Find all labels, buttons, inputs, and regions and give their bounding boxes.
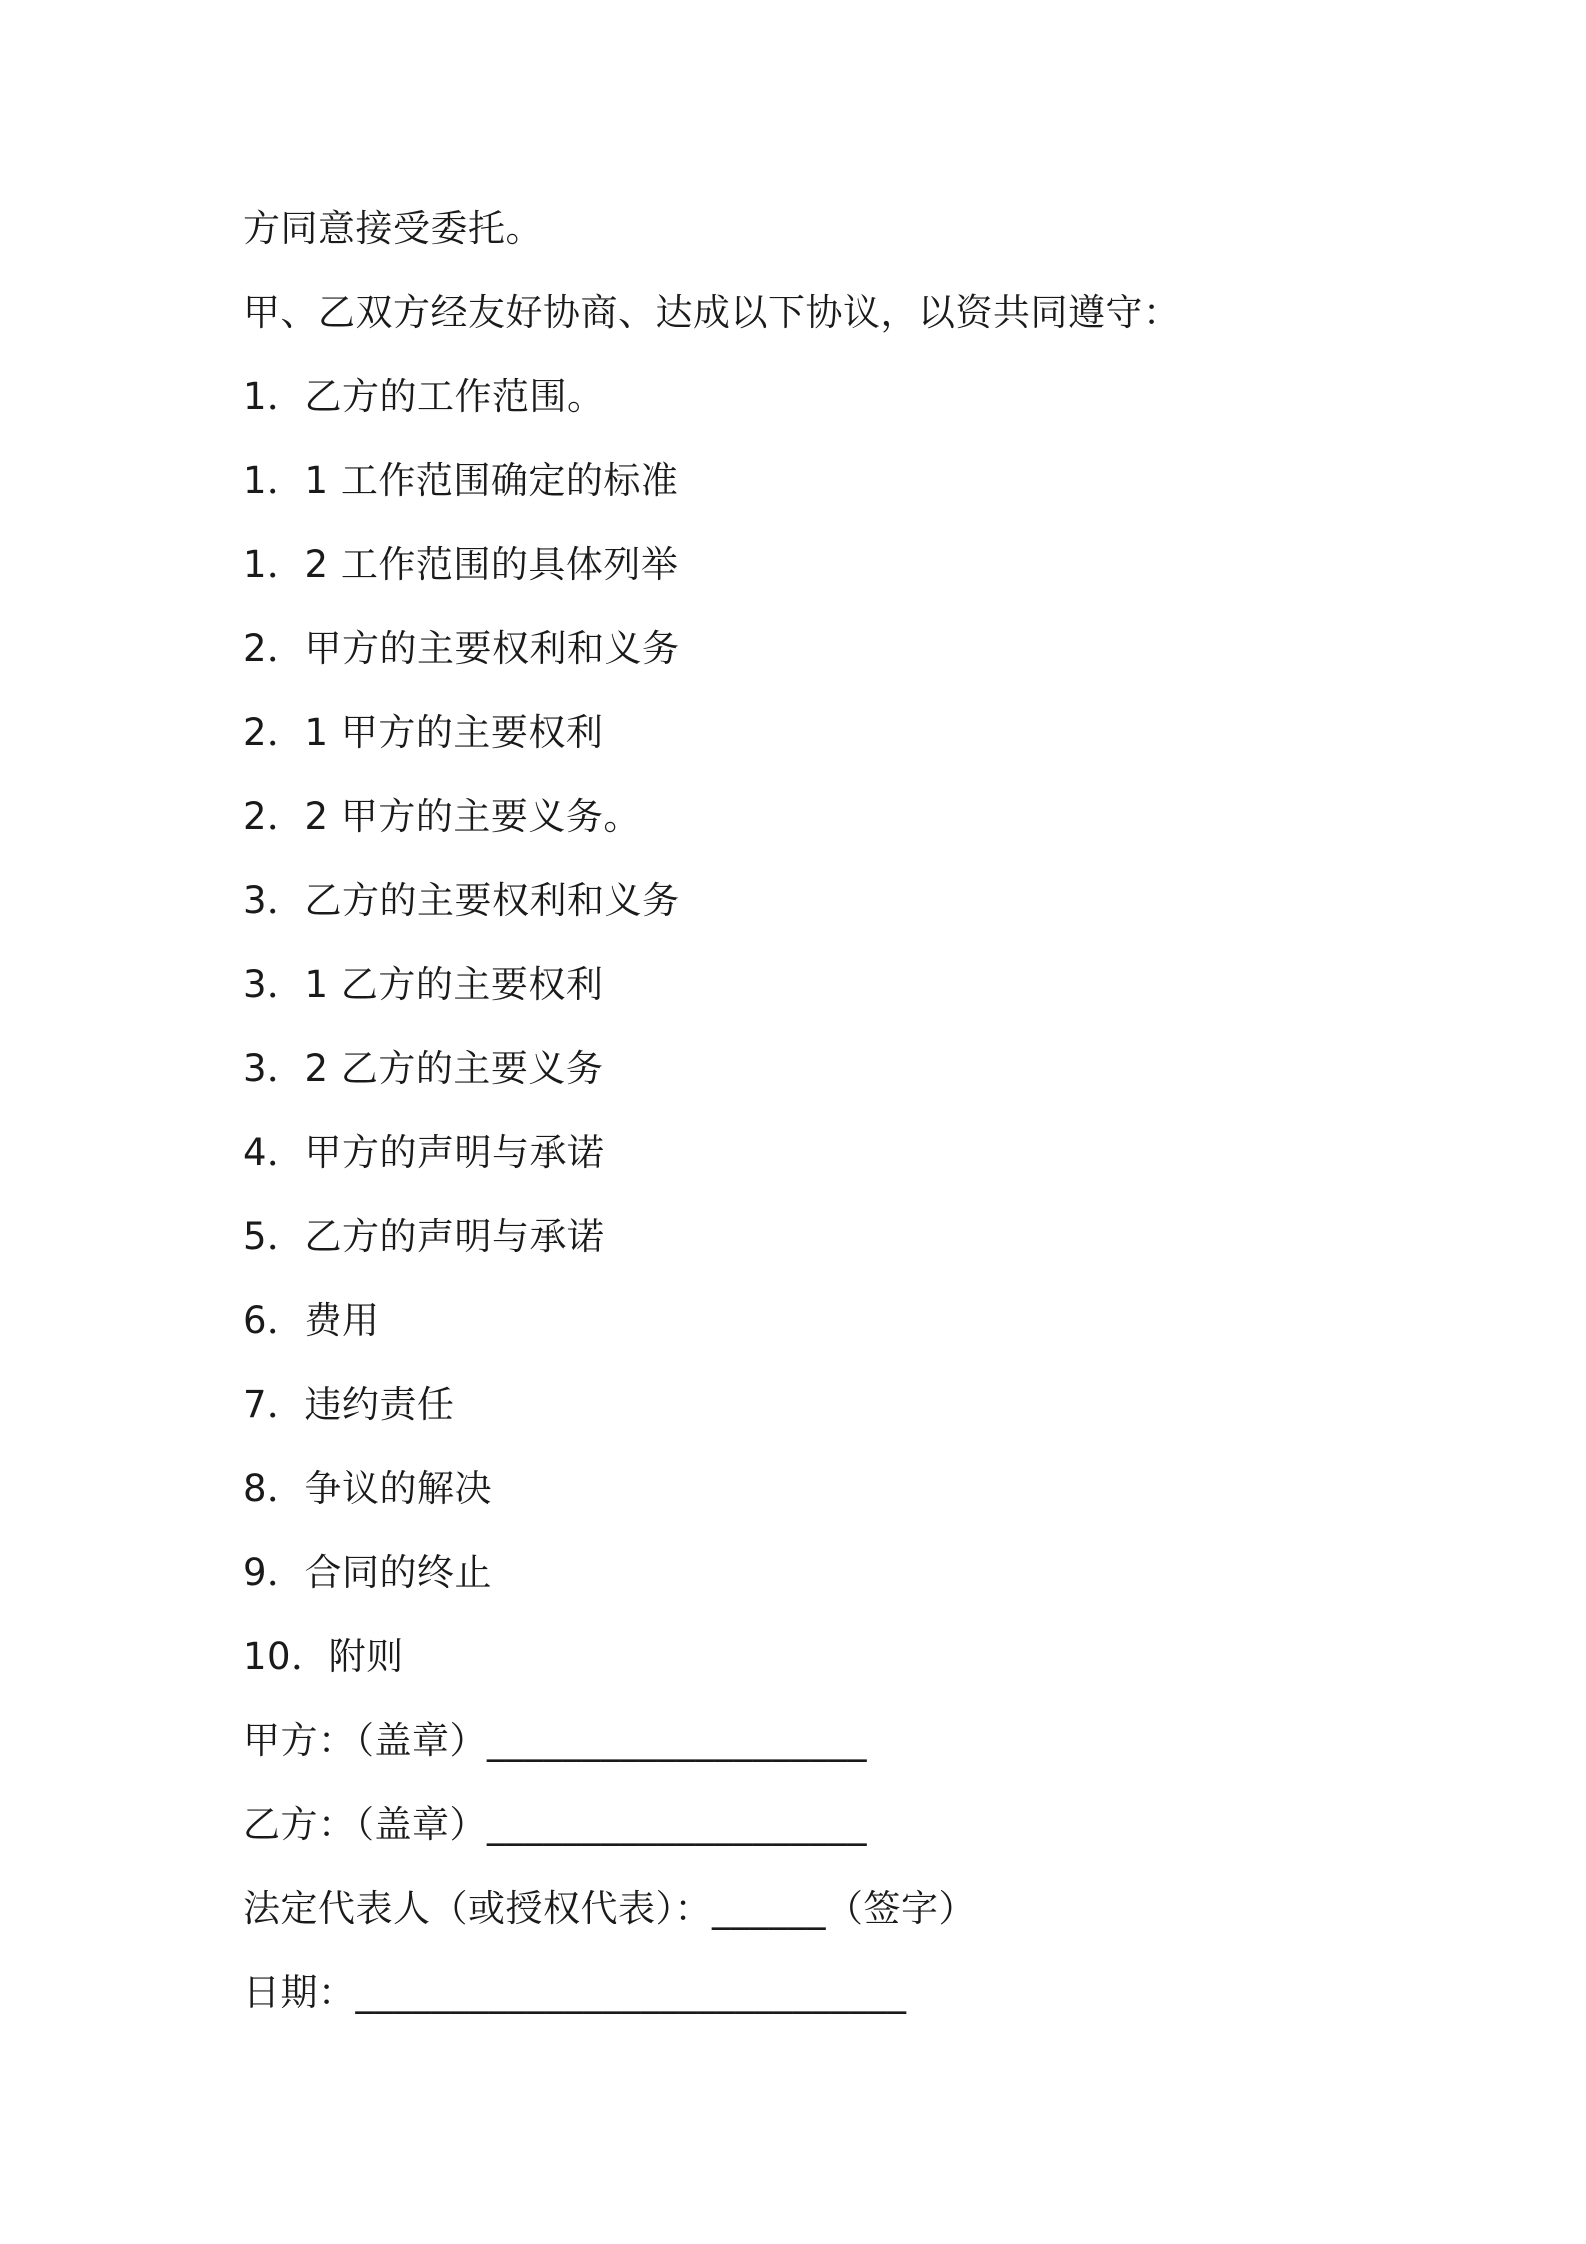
- section-heading: 9．合同的终止: [243, 1551, 493, 1594]
- section-heading: 1．乙方的工作范围。: [243, 375, 605, 418]
- subsection-heading: 3．1 乙方的主要权利: [243, 963, 604, 1006]
- subsection-heading: 1．1 工作范围确定的标准: [243, 459, 679, 502]
- date-line: 日期：_____________________________: [243, 1971, 907, 2014]
- section-heading: 10．附则: [243, 1635, 404, 1678]
- subsection-heading: 2．1 甲方的主要权利: [243, 711, 604, 754]
- party-b-signature-line: 乙方：（盖章）____________________: [243, 1803, 867, 1846]
- section-heading: 2．甲方的主要权利和义务: [243, 627, 680, 670]
- section-heading: 6．费用: [243, 1299, 380, 1342]
- section-heading: 7．违约责任: [243, 1383, 455, 1426]
- document-body: [243, 198, 1393, 2046]
- text-line: 甲、乙双方经友好协商、达成以下协议，以资共同遵守：: [243, 291, 1181, 334]
- party-a-signature-line: 甲方：（盖章）____________________: [243, 1719, 867, 1762]
- subsection-heading: 2．2 甲方的主要义务。: [243, 795, 641, 838]
- section-heading: 5．乙方的声明与承诺: [243, 1215, 605, 1258]
- section-heading: 4．甲方的声明与承诺: [243, 1131, 605, 1174]
- text-line: 方同意接受委托。: [243, 207, 543, 250]
- subsection-heading: 1．2 工作范围的具体列举: [243, 543, 679, 586]
- section-heading: 3．乙方的主要权利和义务: [243, 879, 680, 922]
- subsection-heading: 3．2 乙方的主要义务: [243, 1047, 604, 1090]
- legal-representative-signature-line: 法定代表人（或授权代表）：______（签字）: [243, 1887, 976, 1930]
- section-heading: 8．争议的解决: [243, 1467, 493, 1510]
